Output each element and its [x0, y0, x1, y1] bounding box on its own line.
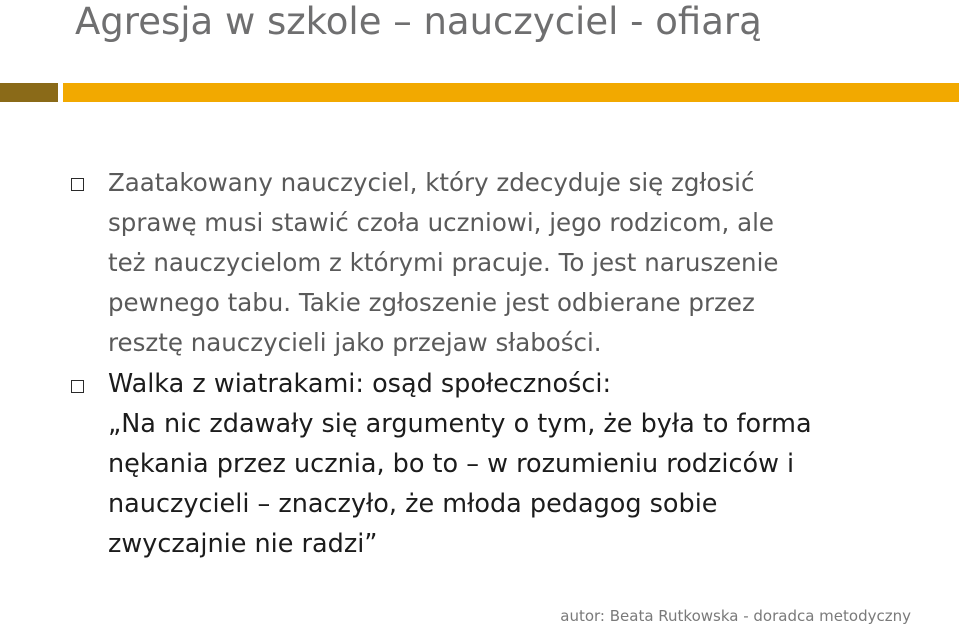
- accent-bar-gold: [63, 83, 959, 102]
- bullet-line: resztę nauczycieli jako przejaw słabości.: [108, 328, 602, 357]
- square-bullet-icon: [71, 380, 84, 393]
- square-bullet-icon: [71, 178, 84, 191]
- bullet-text: [108, 163, 893, 363]
- bullet-line: pewnego tabu. Takie zgłoszenie jest odbierane przez: [108, 288, 755, 317]
- bullet-line: nękania przez ucznia, bo to – w rozumieniu rodziców i: [108, 449, 795, 479]
- bullet-line: też nauczycielom z którymi pracuje. To jest naruszenie: [108, 248, 779, 277]
- bullet-line: „Na nic zdawały się argumenty o tym, że była to forma: [108, 409, 812, 439]
- bullet-text: [108, 364, 928, 564]
- bullet-line: Walka z wiatrakami: osąd społeczności:: [108, 369, 612, 399]
- slide-title: Agresja w szkole – nauczyciel - ofiarą: [75, 0, 762, 43]
- accent-bar-dark: [0, 83, 58, 102]
- bullet-line: Zaatakowany nauczyciel, który zdecyduje się zgłosić: [108, 168, 755, 197]
- author-footer: autor: Beata Rutkowska - doradca metodyczny: [560, 607, 911, 625]
- bullet-line: sprawę musi stawić czoła uczniowi, jego rodzicom, ale: [108, 208, 774, 237]
- bullet-line: nauczycieli – znaczyło, że młoda pedagog sobie: [108, 489, 718, 519]
- bullet-line: zwyczajnie nie radzi”: [108, 529, 378, 559]
